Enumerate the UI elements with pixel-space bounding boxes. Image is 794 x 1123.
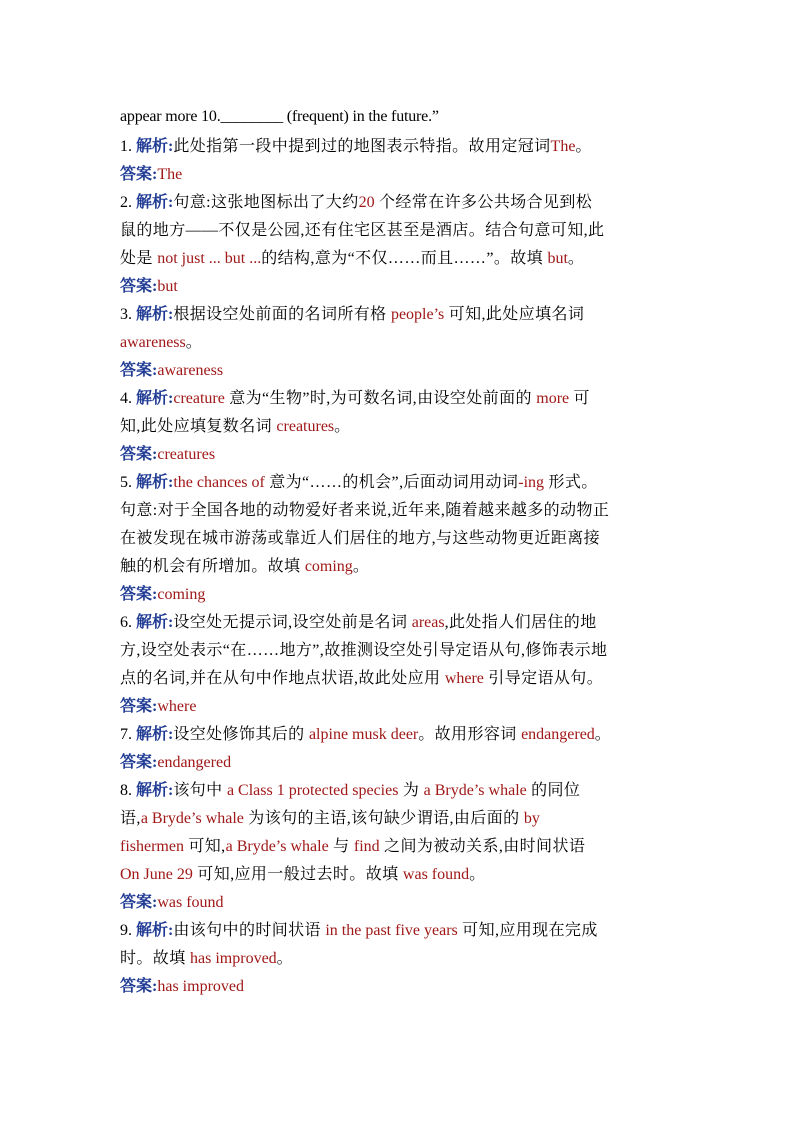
analysis-line bbox=[120, 525, 680, 553]
analysis-label: 解析: bbox=[136, 614, 174, 631]
item-number: 6. bbox=[120, 614, 136, 631]
chinese-text: 时。故填 bbox=[120, 950, 191, 967]
answer-label: 答案: bbox=[120, 446, 158, 463]
answer-line bbox=[120, 441, 680, 469]
chinese-text: 引导定语从句。 bbox=[483, 670, 604, 687]
english-term: has improved bbox=[190, 950, 277, 967]
analysis-line bbox=[120, 497, 680, 525]
answer-label: 答案: bbox=[120, 586, 158, 603]
analysis-label: 解析: bbox=[136, 782, 174, 799]
analysis-line bbox=[120, 217, 680, 245]
answer-value: awareness bbox=[157, 362, 224, 379]
chinese-text: 意为“……的机会”,后面动词用动词 bbox=[264, 474, 519, 491]
chinese-text: 设空处修饰其后的 bbox=[173, 726, 309, 743]
analysis-line bbox=[120, 301, 680, 329]
analysis-label: 解析: bbox=[136, 474, 174, 491]
english-term: find bbox=[353, 838, 380, 855]
chinese-text: 在被发现在城市游荡或靠近人们居住的地方,与这些动物更近距离接 bbox=[120, 530, 601, 547]
answer-value: has improved bbox=[157, 978, 244, 995]
answer-value: but bbox=[157, 278, 178, 295]
english-term: a Bryde’s whale bbox=[225, 838, 329, 855]
analysis-item bbox=[120, 777, 680, 917]
english-term: On June 29 bbox=[120, 866, 193, 883]
english-term: awareness bbox=[120, 334, 186, 351]
analysis-line bbox=[120, 609, 680, 637]
chinese-text: 意为“生物”时,为可数名词,由设空处前面的 bbox=[224, 390, 537, 407]
answer-line bbox=[120, 161, 680, 189]
chinese-text: 触的机会有所增加。故填 bbox=[120, 558, 305, 575]
analysis-list bbox=[120, 133, 680, 1001]
chinese-text: 可知,应用现在完成 bbox=[457, 922, 598, 939]
answer-value: was found bbox=[157, 894, 224, 911]
analysis-line bbox=[120, 469, 680, 497]
intro-line: appear more 10.________ (frequent) in the future.” bbox=[120, 108, 439, 125]
chinese-text: 由该句中的时间状语 bbox=[173, 922, 326, 939]
answer-value: where bbox=[157, 698, 197, 715]
chinese-text: 。 bbox=[575, 138, 592, 155]
english-term: not just ... but ... bbox=[157, 250, 262, 267]
analysis-item bbox=[120, 609, 680, 721]
english-term: coming bbox=[304, 558, 353, 575]
chinese-text: 。 bbox=[276, 950, 294, 967]
english-term: a Class 1 protected species bbox=[226, 782, 399, 799]
answer-label: 答案: bbox=[120, 894, 158, 911]
item-number: 9. bbox=[120, 922, 136, 939]
analysis-line bbox=[120, 777, 680, 805]
english-term: -ing bbox=[518, 474, 545, 491]
chinese-text: 之间为被动关系,由时间状语 bbox=[379, 838, 586, 855]
chinese-text: 的结构,意为“不仅……而且……”。故填 bbox=[261, 250, 548, 267]
english-term: fishermen bbox=[120, 838, 184, 855]
analysis-line bbox=[120, 665, 680, 693]
analysis-item bbox=[120, 721, 680, 777]
chinese-text: 。 bbox=[567, 250, 585, 267]
chinese-text: 可知,此处应填名词 bbox=[444, 306, 585, 323]
chinese-text: 的同位 bbox=[526, 782, 581, 799]
chinese-text: 形式。 bbox=[544, 474, 598, 491]
chinese-text: 可 bbox=[569, 390, 590, 407]
answer-line bbox=[120, 581, 680, 609]
item-number: 5. bbox=[120, 474, 136, 491]
english-term: by bbox=[523, 810, 540, 827]
chinese-text: 为该句的主语,该句缺少谓语,由后面的 bbox=[243, 810, 524, 827]
english-term: areas bbox=[411, 614, 445, 631]
chinese-text: 鼠的地方——不仅是公园,还有住宅区甚至是酒店。结合句意可知,此 bbox=[120, 222, 605, 239]
english-term: endangered bbox=[521, 726, 595, 743]
chinese-text: 个经常在许多公共场合见到松 bbox=[374, 194, 593, 211]
analysis-line bbox=[120, 917, 680, 945]
analysis-line bbox=[120, 805, 680, 833]
item-number: 3. bbox=[120, 306, 136, 323]
analysis-label: 解析: bbox=[136, 138, 174, 155]
answer-label: 答案: bbox=[120, 754, 158, 771]
item-number: 8. bbox=[120, 782, 136, 799]
answer-label: 答案: bbox=[120, 698, 158, 715]
analysis-line bbox=[120, 189, 680, 217]
english-term: alpine musk deer bbox=[308, 726, 419, 743]
chinese-text: 。 bbox=[185, 334, 203, 351]
english-term: 20 bbox=[358, 194, 375, 211]
analysis-line bbox=[120, 721, 680, 749]
analysis-label: 解析: bbox=[136, 726, 174, 743]
analysis-line bbox=[120, 385, 680, 413]
analysis-line bbox=[120, 833, 680, 861]
english-term: people’s bbox=[390, 306, 445, 323]
analysis-line bbox=[120, 245, 680, 273]
analysis-line bbox=[120, 945, 680, 973]
answer-value: creatures bbox=[157, 446, 216, 463]
analysis-label: 解析: bbox=[136, 390, 174, 407]
chinese-text: 处是 bbox=[120, 250, 158, 267]
english-term: where bbox=[444, 670, 484, 687]
english-term: but bbox=[547, 250, 568, 267]
answer-value: coming bbox=[157, 586, 206, 603]
chinese-text: 。 bbox=[469, 866, 486, 883]
item-number: 7. bbox=[120, 726, 136, 743]
answer-value: endangered bbox=[157, 754, 232, 771]
chinese-text: 。 bbox=[352, 558, 370, 575]
chinese-text: 。故用形容词 bbox=[418, 726, 522, 743]
analysis-line bbox=[120, 553, 680, 581]
answer-line bbox=[120, 973, 680, 1001]
chinese-text: 为 bbox=[398, 782, 424, 799]
english-term: in the past five years bbox=[325, 922, 458, 939]
analysis-line bbox=[120, 637, 680, 665]
analysis-item bbox=[120, 301, 680, 385]
analysis-line bbox=[120, 861, 680, 889]
analysis-line bbox=[120, 329, 680, 357]
analysis-label: 解析: bbox=[136, 922, 174, 939]
answer-line bbox=[120, 749, 680, 777]
analysis-item bbox=[120, 917, 680, 1001]
english-term: more bbox=[536, 390, 570, 407]
answer-line bbox=[120, 693, 680, 721]
item-number: 1. bbox=[120, 138, 136, 155]
chinese-text: 。 bbox=[594, 726, 612, 743]
answer-label: 答案: bbox=[120, 978, 158, 995]
document-page bbox=[120, 103, 680, 1001]
chinese-text: 此处指第一段中提到过的地图表示特指。故用定冠词 bbox=[173, 138, 551, 155]
item-number: 4. bbox=[120, 390, 136, 407]
answer-line bbox=[120, 357, 680, 385]
chinese-text: 点的名词,并在从句中作地点状语,故此处应用 bbox=[120, 670, 445, 687]
analysis-label: 解析: bbox=[136, 194, 174, 211]
chinese-text: 。 bbox=[334, 418, 351, 435]
chinese-text: ,此处指人们居住的地 bbox=[444, 614, 597, 631]
analysis-item bbox=[120, 385, 680, 469]
item-number: 2. bbox=[120, 194, 136, 211]
chinese-text: 知,此处应填复数名词 bbox=[120, 418, 277, 435]
chinese-text: 与 bbox=[328, 838, 354, 855]
chinese-text: 可知, bbox=[183, 838, 226, 855]
chinese-text: 句意:对于全国各地的动物爱好者来说,近年来,随着越来越多的动物正 bbox=[120, 502, 610, 519]
chinese-text: 语, bbox=[120, 810, 141, 827]
analysis-item bbox=[120, 469, 680, 609]
analysis-label: 解析: bbox=[136, 306, 174, 323]
answer-line bbox=[120, 889, 680, 917]
analysis-line bbox=[120, 133, 680, 161]
answer-value: The bbox=[157, 166, 183, 183]
analysis-item bbox=[120, 189, 680, 301]
english-term: the chances of bbox=[173, 474, 265, 491]
english-term: creatures bbox=[276, 418, 335, 435]
answer-label: 答案: bbox=[120, 278, 158, 295]
chinese-text: 该句中 bbox=[173, 782, 227, 799]
analysis-line bbox=[120, 413, 680, 441]
chinese-text: 句意:这张地图标出了大约 bbox=[173, 194, 359, 211]
english-term: creature bbox=[173, 390, 225, 407]
analysis-item bbox=[120, 133, 680, 189]
english-term: a Bryde’s whale bbox=[140, 810, 244, 827]
chinese-text: 可知,应用一般过去时。故填 bbox=[192, 866, 403, 883]
english-term: a Bryde’s whale bbox=[423, 782, 527, 799]
answer-label: 答案: bbox=[120, 362, 158, 379]
chinese-text: 根据设空处前面的名词所有格 bbox=[173, 306, 391, 323]
chinese-text: 设空处无提示词,设空处前是名词 bbox=[173, 614, 412, 631]
answer-line bbox=[120, 273, 680, 301]
english-term: was found bbox=[402, 866, 470, 883]
chinese-text: 方,设空处表示“在……地方”,故推测设空处引导定语从句,修饰表示地 bbox=[120, 642, 608, 659]
english-term: The bbox=[550, 138, 576, 155]
answer-label: 答案: bbox=[120, 166, 158, 183]
